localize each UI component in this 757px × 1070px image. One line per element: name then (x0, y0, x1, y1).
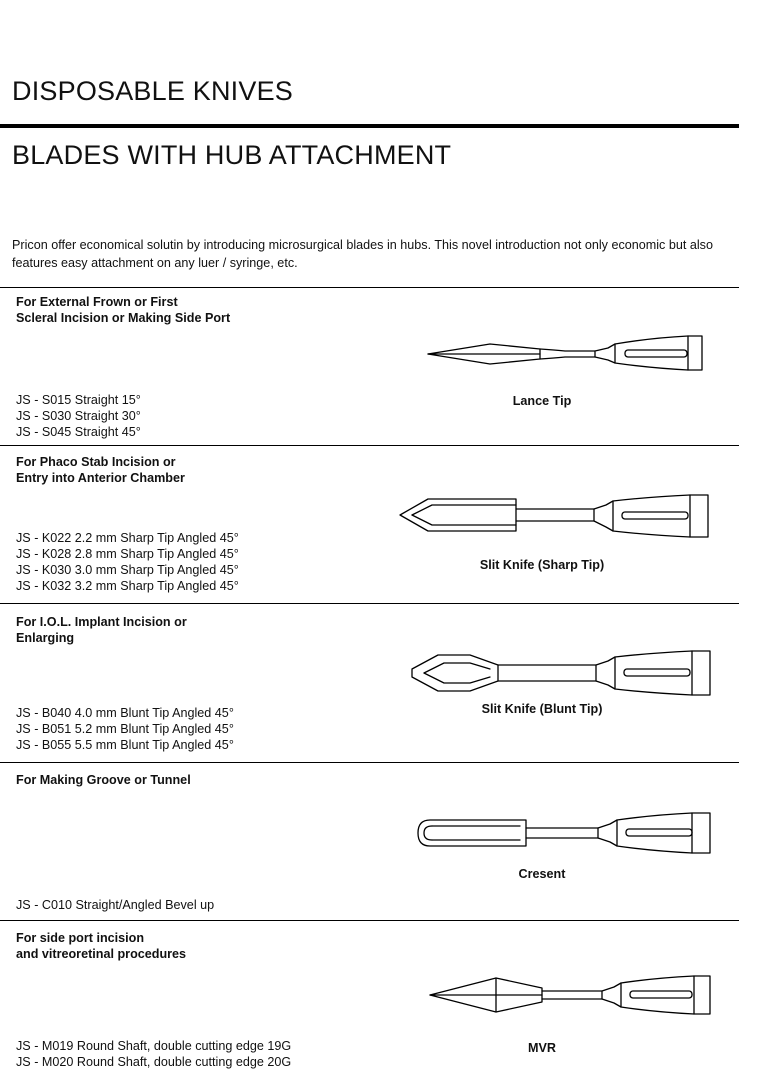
section-divider (0, 920, 739, 921)
product-code: JS - B055 5.5 mm Blunt Tip Angled 45° (16, 738, 234, 752)
product-code: JS - S045 Straight 45° (16, 425, 141, 439)
section-divider (0, 445, 739, 446)
section-divider (0, 287, 739, 288)
product-code: JS - B040 4.0 mm Blunt Tip Angled 45° (16, 706, 234, 720)
crescent-knife-icon (416, 812, 720, 854)
mvr-knife-icon (426, 974, 720, 1016)
product-code: JS - S015 Straight 15° (16, 393, 141, 407)
product-code: JS - K032 3.2 mm Sharp Tip Angled 45° (16, 579, 239, 593)
title-divider (0, 124, 739, 128)
product-code-list (16, 705, 234, 753)
lance-tip-knife-icon (420, 330, 720, 370)
knife-caption: Cresent (518, 867, 566, 881)
page-subtitle: BLADES WITH HUB ATTACHMENT (12, 140, 452, 170)
section-title: For Making Groove or Tunnel (16, 773, 191, 787)
section-title: For External Frown or First Scleral Incision or Making Side Port (16, 295, 231, 325)
section-title: For side port incision and vitreoretinal procedures (16, 931, 187, 961)
product-code: JS - C010 Straight/Angled Bevel up (16, 898, 215, 912)
knife-caption: Slit Knife (Blunt Tip) (481, 702, 603, 716)
section-divider (0, 762, 739, 763)
product-code: JS - K022 2.2 mm Sharp Tip Angled 45° (16, 531, 239, 545)
product-code: JS - B051 5.2 mm Blunt Tip Angled 45° (16, 722, 234, 736)
product-code-list (16, 392, 141, 440)
page-title: DISPOSABLE KNIVES (12, 76, 294, 106)
section-title: For Phaco Stab Incision or Entry into Anterior Chamber (16, 455, 185, 485)
knife-caption: MVR (528, 1041, 556, 1055)
product-code-list (16, 1038, 291, 1070)
product-code: JS - K028 2.8 mm Sharp Tip Angled 45° (16, 547, 239, 561)
slit-knife-sharp-icon (398, 495, 718, 537)
knife-caption: Lance Tip (512, 394, 572, 408)
product-code-list (16, 897, 214, 913)
knife-caption: Slit Knife (Sharp Tip) (479, 558, 605, 572)
product-code: JS - M020 Round Shaft, double cutting edge 20G (16, 1055, 292, 1069)
slit-knife-blunt-icon (408, 651, 720, 695)
section-title: For I.O.L. Implant Incision or Enlarging (16, 615, 187, 645)
product-code: JS - K030 3.0 mm Sharp Tip Angled 45° (16, 563, 239, 577)
product-code: JS - S030 Straight 30° (16, 409, 141, 423)
section-divider (0, 603, 739, 604)
product-code-list (16, 530, 239, 594)
product-code: JS - M019 Round Shaft, double cutting edge 19G (16, 1039, 292, 1053)
intro-paragraph: Pricon offer economical solutin by introducing microsurgical blades in hubs. This novel introduction not only economic but also features easy attachment on any luer / syringe, etc. (12, 238, 713, 270)
